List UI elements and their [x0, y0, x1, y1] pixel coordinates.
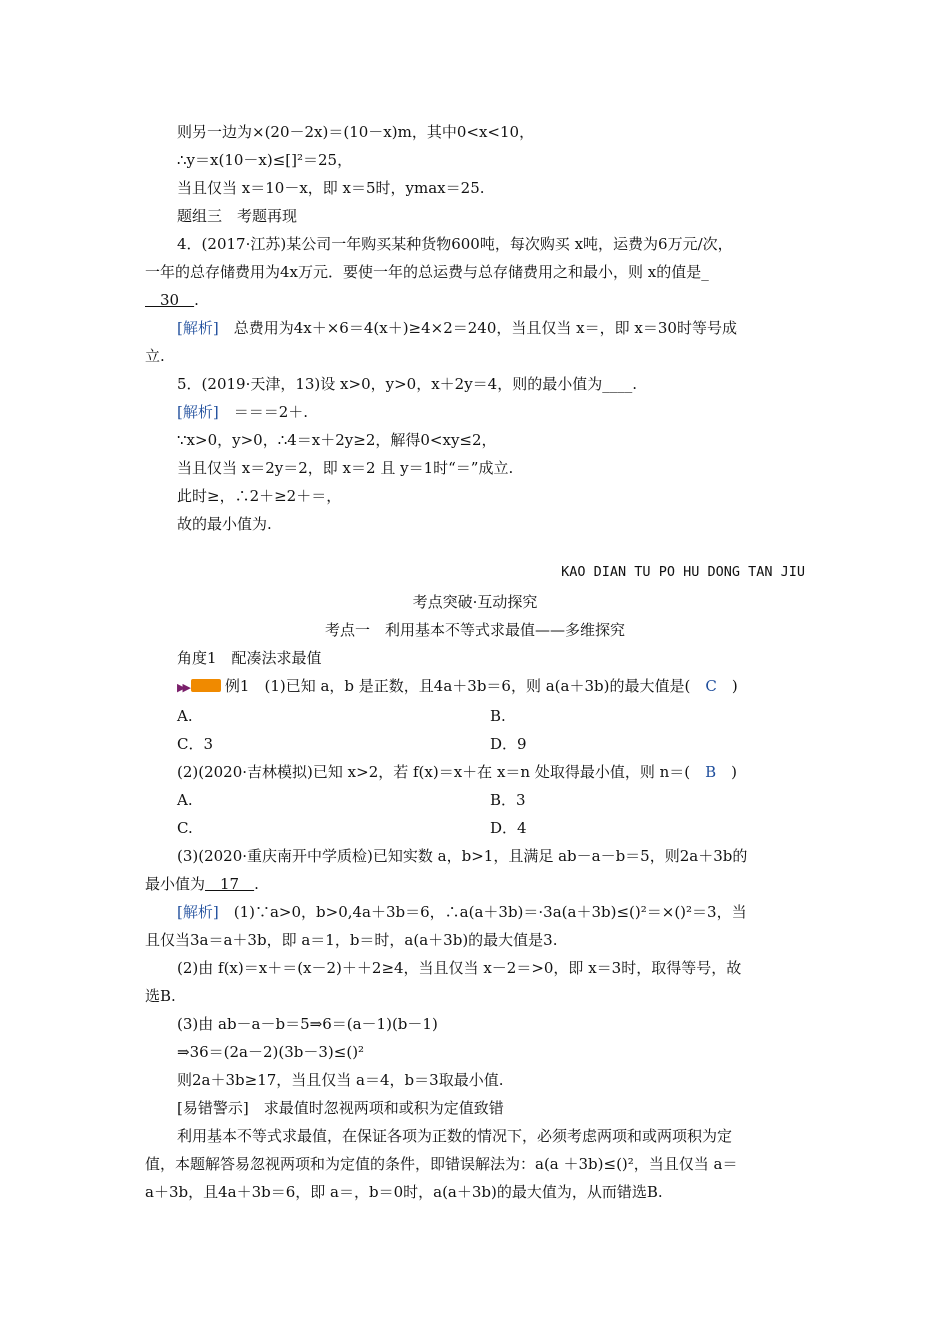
answer-blank: 17 — [205, 875, 255, 893]
text-line: 当且仅当 x＝10－x，即 x＝5时，ymax＝25. — [177, 179, 485, 197]
text-span: ) — [716, 763, 738, 781]
section-subheading: 题组三 考题再现 — [177, 207, 298, 225]
example-3-line: (3)(2020·重庆南开中学质检)已知实数 a，b>1，且满足 ab－a－b＝5，则2a＋3b的 — [177, 847, 748, 865]
solution-line — [177, 318, 737, 338]
text-line: 则2a＋3b≥17，当且仅当 a＝4，b＝3取最小值. — [177, 1071, 504, 1089]
option-d: D．4 — [490, 819, 527, 837]
analysis-tag: [解析] — [177, 403, 219, 421]
text-line: 选B. — [145, 987, 176, 1005]
answer-choice: B — [705, 763, 717, 781]
text-span: ) — [716, 677, 738, 695]
option-d: D．9 — [490, 735, 527, 753]
text-span: . — [254, 875, 259, 893]
text-span: . — [194, 291, 199, 309]
text-line: 故的最小值为. — [177, 515, 272, 533]
option-c: C．3 — [177, 735, 214, 753]
section-pinyin: KAO DIAN TU PO HU DONG TAN JIU — [561, 564, 805, 580]
text-line: ∴y＝x(10－x)≤[]²＝25， — [177, 151, 353, 169]
problem-5: 5．(2019·天津，13)设 x>0，y>0，x＋2y＝4，则的最小值为____. — [177, 375, 637, 393]
warning-title: [易错警示] 求最值时忽视两项和或积为定值致错 — [177, 1099, 504, 1117]
text-span: 总费用为4x＋×6＝4(x＋)≥4×2＝240，当且仅当 x＝，即 x＝30时等号成 — [218, 319, 737, 337]
angle-title: 角度1 配凑法求最值 — [177, 649, 322, 667]
text-span: ＝＝＝2＋. — [218, 403, 309, 421]
option-a: A. — [177, 707, 193, 725]
solution-line — [177, 402, 308, 422]
example-marker-icon: ▶▶ — [177, 676, 221, 698]
option-a: A. — [177, 791, 193, 809]
text-line: 值，本题解答易忽视两项和为定值的条件，即错误解法为：a(a ＋3b)≤()²，当且仅当 a＝ — [145, 1155, 738, 1173]
text-line: 当且仅当 x＝2y＝2，即 x＝2 且 y＝1时“＝”成立. — [177, 459, 514, 477]
example-1-line — [177, 676, 738, 698]
answer-choice: C — [705, 677, 717, 695]
text-line: a＋3b，且4a＋3b＝6，即 a＝，b＝0时，a(a＋3b)的最大值为，从而错选B. — [145, 1183, 663, 1201]
text-span: (1)∵a>0，b>0,4a＋3b＝6，∴a(a＋3b)＝·3a(a＋3b)≤()²＝×()²＝3，当 — [218, 903, 747, 921]
text-line: ∵x>0，y>0，∴4＝x＋2y≥2，解得0<xy≤2， — [177, 431, 497, 449]
example-2-line — [177, 762, 737, 782]
text-line: 利用基本不等式求最值，在保证各项为正数的情况下，必须考虑两项和或两项积为定 — [177, 1127, 733, 1145]
answer-line — [145, 290, 199, 310]
text-line: 此时≥，∴2＋≥2＋＝， — [177, 487, 342, 505]
text-span: 最小值为 — [145, 875, 206, 893]
option-b: B. — [490, 707, 506, 725]
problem-4: 4．(2017·江苏)某公司一年购买某种货物600吨，每次购买 x吨，运费为6万元/次， — [177, 235, 733, 253]
option-c: C. — [177, 819, 193, 837]
text-line: 则另一边为×(20－2x)＝(10－x)m，其中0<x<10， — [177, 123, 535, 141]
analysis-tag: [解析] — [177, 319, 219, 337]
text-span: 例1 (1)已知 a，b 是正数，且4a＋3b＝6，则 a(a＋3b)的最大值是( — [224, 677, 706, 695]
text-line: (2)由 f(x)＝x＋＝(x－2)＋＋2≥4，当且仅当 x－2＝>0，即 x＝3时，取得等号，故 — [177, 959, 742, 977]
answer-blank: 30 — [145, 291, 195, 309]
analysis-tag: [解析] — [177, 903, 219, 921]
answer-line — [145, 874, 259, 894]
solution-line — [177, 902, 747, 922]
topic-title: 考点一 利用基本不等式求最值——多维探究 — [324, 621, 625, 639]
text-span: (2)(2020·吉林模拟)已知 x>2，若 f(x)＝x＋在 x＝n 处取得最小值，则 n＝( — [177, 763, 706, 781]
section-title: 考点突破·互动探究 — [412, 593, 538, 611]
text-line: ⇒36＝(2a－2)(3b－3)≤()² — [177, 1043, 365, 1061]
text-line: 且仅当3a＝a＋3b，即 a＝1，b＝时，a(a＋3b)的最大值是3. — [145, 931, 558, 949]
text-line: 立. — [145, 347, 165, 365]
text-line: 一年的总存储费用为4x万元．要使一年的总运费与总存储费用之和最小，则 x的值是_ — [145, 263, 709, 281]
option-b: B．3 — [490, 791, 526, 809]
text-line: (3)由 ab－a－b＝5⇒6＝(a－1)(b－1) — [177, 1015, 438, 1033]
